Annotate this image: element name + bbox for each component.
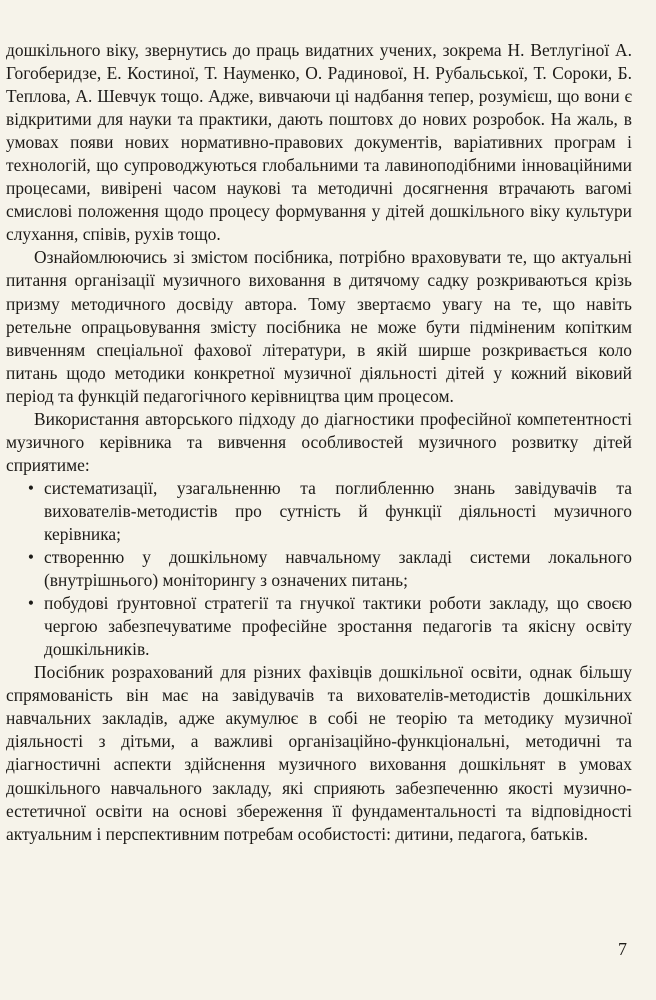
bullet-text: систематизації, узагальненню та поглибленню знань завідувачів та вихователів-методистів про сутність й функції діяльності музичного керівника; <box>44 477 632 544</box>
bullet-dot-icon: • <box>27 547 34 568</box>
paragraph-3: Використання авторського підходу до діагностики професійної компетентності музичного керівника та вивчення особливостей музичного розвитку дітей сприятиме: <box>6 408 632 475</box>
paragraph-2: Ознайомлюючись зі змістом посібника, потрібно враховувати те, що актуальні питання організації музичного виховання в дитячому садку розкриваються крізь призму методичного досвіду автора. Тому звертаємо увагу на те, що навіть ретельне опрацьовування змісту посібника не може бути підміненим копітким вивченням спеціальної фахової літератури, в якій ширше розкривається коло питань щодо методики конкретної музичної діяльності дітей у кожний віковий період та функцій педагогічного керівництва цим процесом. <box>6 247 632 406</box>
bullet-list <box>6 477 632 661</box>
bullet-dot-icon: • <box>27 593 34 614</box>
bullet-text: побудові ґрунтовної стратегії та гнучкої тактики роботи закладу, що своєю чергою забезпечуватиме професійне зростання педагогів та якісну освіту дошкільників. <box>44 593 632 660</box>
bullet-item <box>6 477 632 546</box>
paragraph-4: Посібник розрахований для різних фахівців дошкільної освіти, однак більшу спрямованість він має на завідувачів та вихователів-методистів дошкільних навчальних закладів, адже акумулює в собі не теорію та методику музичної діяльності з дітьми, а важливі організаційно-функціональні, методичні та діагностичні аспекти здійснення музичного виховання дошкільнят в умовах дошкільного навчального закладу, які сприяють забезпеченню якості музично-естетичної освіти на основі збереження її фундаментальності та відповідності актуальним і перспективним потребам особистості: дитини, педагога, батьків. <box>6 662 632 844</box>
bullet-dot-icon: • <box>27 477 34 498</box>
bullet-item <box>6 546 632 592</box>
page-number: 7 <box>618 939 627 959</box>
paragraph-1: дошкільного віку, звернутись до праць видатних учених, зокрема Н. Ветлугіної А. Гогоберидзе, Е. Костиної, Т. Науменко, О. Радинової, Н. Рубальської, Т. Сороки, Б. Теплова, А. Шевчук тощо. Адже, вивчаючи ці надбання тепер, розумієш, що вони є відкритими для науки та практики, дають поштовх до нових розробок. На жаль, в умовах появи нових нормативно-правових документів, варіативних програм і технологій, що супроводжуються глобальними та лавиноподібними інноваційними процесами, вивірені часом наукові та методичні досягнення втрачають вагомі смислові положення щодо процесу формування у дітей дошкільного віку культури слухання, співів, рухів тощо. <box>6 40 632 245</box>
bullet-item <box>6 592 632 661</box>
main-text <box>6 39 632 846</box>
bullet-text: створенню у дошкільному навчальному закладі системи локального (внутрішнього) моніторингу з означених питань; <box>44 547 632 591</box>
